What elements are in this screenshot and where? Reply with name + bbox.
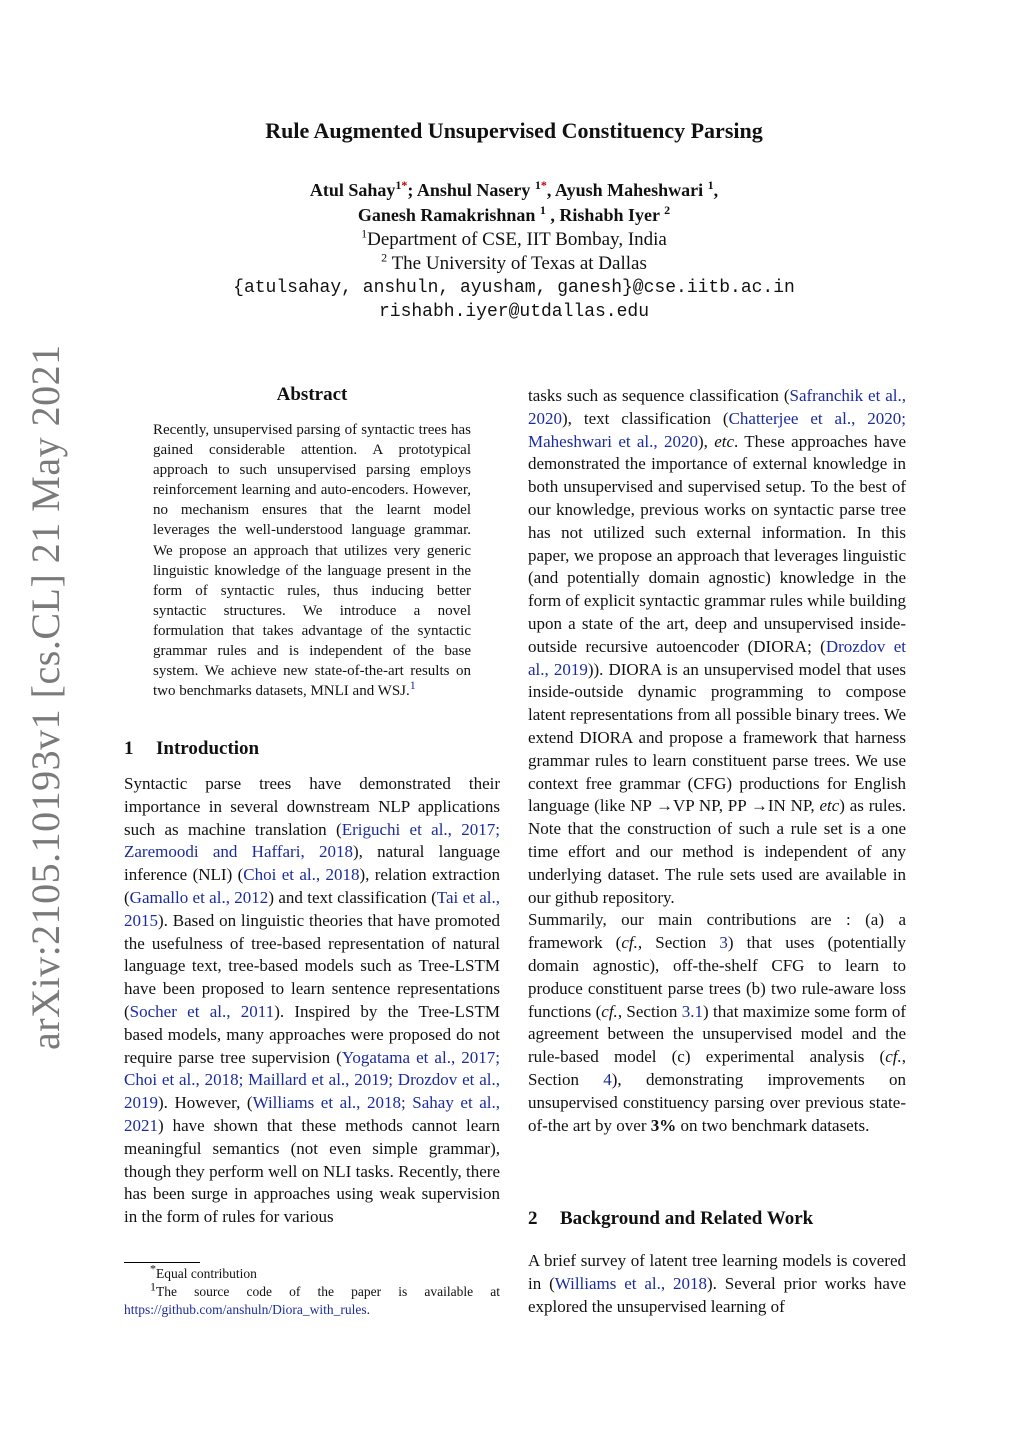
text-run: ), [697, 431, 715, 451]
equal-contrib-mark[interactable]: * [540, 178, 547, 192]
text-run: ), demonstrating improvements on unsupervised constituency parsing over previous state-of-the art by over [528, 1069, 906, 1135]
author-iyer: , Rishabh Iyer [545, 205, 660, 225]
author-nasery: ; Anshul Nasery [407, 180, 531, 200]
text-run: ) and text classification ( [268, 887, 437, 907]
email-line-1: {atulsahay, anshuln, ayusham, ganesh}@cse.iitb.ac.in [233, 278, 795, 298]
affil-mark: 1 [395, 178, 402, 192]
text-run: A brief survey of latent tree learning models is covered in ( [528, 1251, 906, 1293]
citation-link[interactable]: Choi et al., 2018 [243, 865, 360, 885]
affiliation-text: Department of CSE, IIT Bombay, India [367, 229, 667, 250]
section-link[interactable]: 3 [719, 933, 728, 953]
github-link[interactable]: https://github.com/anshuln/Diora_with_rules [124, 1302, 367, 1317]
affil-number: 2 [381, 250, 388, 265]
section-number: 2 [528, 1208, 538, 1229]
affil-mark: 1 [534, 178, 541, 192]
equal-contrib-mark[interactable]: * [401, 178, 408, 192]
abstract-paragraph [153, 420, 471, 701]
text-run: on two benchmark datasets. [676, 1115, 870, 1135]
text-run: ) have shown that these methods cannot learn meaningful semantics (not even simple grammar), though they perform well on NLI tasks. Recently, there has been surge in approaches using weak supervision in the form of rules for various [124, 1115, 500, 1227]
section-heading-background [528, 1208, 813, 1230]
text-run: )). DIORA is an unsupervised model that uses inside-outside dynamic programming to compose latent representations from all possible binary trees. We extend DIORA and propose a framework that harness grammar rules to learn constituent parse trees. We use context free grammar (CFG) productions for English language (like NP →VP NP, PP →IN NP, [528, 659, 906, 816]
citation-link[interactable]: Yogatama et al., 2017; Choi et al., 2018; Maillard et al., 2019; Drozdov et al., 2019 [124, 1047, 500, 1113]
section-link[interactable]: 3.1 [681, 1001, 703, 1021]
text-run: ) that maximize some form of agreement between the unsupervised model and the rule-based model (c) experimental analysis ( [528, 1001, 906, 1067]
text-run: ). Inspired by the Tree-LSTM based models, many approaches were proposed do not require parse tree supervision ( [124, 1001, 500, 1067]
italic-text: etc [819, 796, 840, 816]
introduction-body [124, 773, 500, 1229]
text-run: ). Several prior works have explored the unsupervised learning of [528, 1273, 906, 1316]
text-run: tasks such as sequence classification ( [528, 386, 790, 405]
italic-text: cf. [885, 1047, 902, 1067]
text-run: , Section [528, 1047, 906, 1089]
paper-title: Rule Augmented Unsupervised Constituency Parsing [265, 118, 763, 143]
intro-paragraph-continued [528, 385, 906, 909]
affil-number: 1 [361, 226, 368, 241]
author-ramakrishnan: Ganesh Ramakrishnan [357, 205, 536, 225]
section-heading-introduction [124, 738, 259, 760]
text-run: Syntactic parse trees have demonstrated their importance in several downstream NLP applications such as machine translation ( [124, 774, 500, 839]
citation-link[interactable]: Chatterjee et al., 2020; Maheshwari et al., 2020 [528, 408, 906, 451]
intro-paragraph [124, 773, 500, 1229]
arxiv-identifier: arXiv:2105.10193v1 [cs.CL] 21 May 2021 [23, 344, 68, 1050]
footnote-equal-contribution [124, 1261, 500, 1283]
background-paragraph [528, 1250, 906, 1318]
affil-mark: 2 [664, 203, 671, 217]
email-line-2: rishabh.iyer@utdallas.edu [378, 302, 650, 322]
text-run: . These approaches have demonstrated the importance of external knowledge in both unsupervised and supervised setup. To the best of our knowledge, previous works on syntactic parse tree has not utilized such external information. In this paper, we propose an approach that leverages linguistic (and potentially domain agnostic) knowledge in the form of explicit syntactic grammar rules while building upon a state of the art, deep and unsupervised inside-outside recursive autoencoder (DIORA; ( [528, 431, 906, 656]
affil-mark: 1 [539, 203, 546, 217]
footnote-text: Equal contribution [156, 1266, 257, 1281]
footnote-mark: * [150, 1261, 156, 1276]
footnote-ref[interactable]: 1 [409, 678, 416, 693]
author-sahay: Atul Sahay [309, 180, 396, 200]
text-run: , Section [637, 933, 720, 953]
section-title: Background and Related Work [560, 1208, 814, 1229]
text-run: ). However, ( [158, 1093, 253, 1113]
author-block [124, 178, 904, 324]
citation-link[interactable]: Eriguchi et al., 2017; Zaremoodi and Haffari, 2018 [124, 819, 500, 862]
affiliation-2 [124, 252, 904, 276]
section-title: Introduction [156, 738, 260, 759]
punctuation: . [366, 1302, 370, 1317]
citation-link[interactable]: Gamallo et al., 2012 [129, 887, 269, 907]
right-column-body [528, 385, 906, 1137]
citation-link[interactable]: Williams et al., 2018 [554, 1273, 707, 1293]
section-link[interactable]: 4 [603, 1069, 612, 1089]
background-body [528, 1250, 906, 1318]
text-run: ), relation extraction ( [124, 865, 500, 907]
author-line-1 [124, 178, 904, 203]
footnote-text: The source code of the paper is available at [156, 1284, 500, 1299]
punctuation: , [713, 180, 719, 200]
italic-text: cf. [621, 933, 638, 953]
citation-link[interactable]: Drozdov et al., 2019 [528, 636, 906, 679]
section-number: 1 [124, 738, 134, 759]
text-run: ) that uses (potentially domain agnostic), off-the-shelf CFG to learn to produce constituent parse trees (b) two rule-aware loss functions ( [528, 933, 906, 1021]
affil-mark: 1 [707, 178, 714, 192]
text-run: Summarily, our main contributions are : (a) a framework ( [528, 910, 906, 953]
bold-text: 3% [650, 1115, 677, 1135]
footnote-source-code [124, 1279, 500, 1319]
abstract-body [153, 420, 471, 701]
abstract-text: Recently, unsupervised parsing of syntactic trees has gained considerable attention. A prototypical approach to such unsupervised parsing employs reinforcement learning and auto-encoders. However, no mechanism ensures that the learnt model leverages the well-understood language grammar. We propose an approach that utilizes very generic linguistic knowledge of the language present in the form of syntactic rules, thus inducing better syntactic structures. We introduce a novel formulation that takes advantage of the syntactic grammar rules and is independent of the base system. We achieve new state-of-the-art results on two benchmarks datasets, MNLI and WSJ. [153, 422, 471, 700]
text-run: ), natural language inference (NLI) ( [124, 842, 501, 885]
contributions-paragraph [528, 909, 906, 1137]
citation-link[interactable]: Safranchik et al., 2020 [528, 386, 906, 428]
citation-link[interactable]: Williams et al., 2018; Sahay et al., 2021 [124, 1093, 500, 1135]
italic-text: etc [714, 431, 735, 451]
author-maheshwari: , Ayush Maheshwari [546, 180, 704, 200]
abstract-heading: Abstract [276, 384, 348, 405]
text-run: , Section [617, 1001, 682, 1021]
text-run: ) as rules. Note that the construction of such a rule set is a one time effort and our method is independent of any underlying dataset. The rule sets used are available in our github repository. [528, 796, 906, 907]
footnote-mark: 1 [150, 1279, 156, 1294]
italic-text: cf. [601, 1001, 618, 1021]
citation-link[interactable]: Tai et al., 2015 [124, 887, 500, 930]
text-run: ). Based on linguistic theories that have promoted the usefulness of tree-based representation of natural language text, tree-based models such as Tree-LSTM have been proposed to learn sentence representations ( [124, 910, 500, 1021]
footnote-rule [124, 1262, 200, 1263]
text-run: ), text classification ( [562, 408, 729, 428]
footnotes [124, 1262, 500, 1319]
citation-link[interactable]: Socher et al., 2011 [129, 1001, 275, 1021]
affiliation-1 [124, 228, 904, 252]
author-line-2 [124, 203, 904, 228]
affiliation-text: The University of Texas at Dallas [387, 253, 647, 274]
